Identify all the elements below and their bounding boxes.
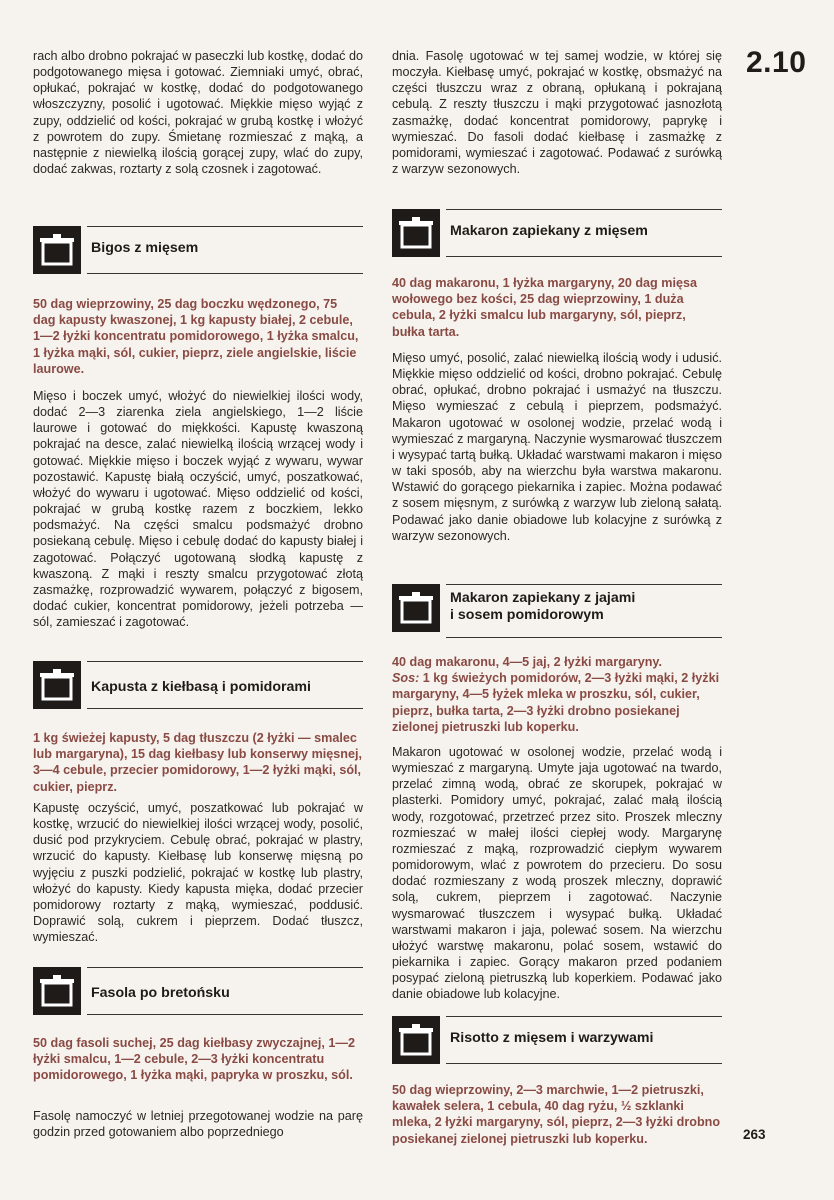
recipe-header [392, 1016, 722, 1064]
recipe-title: Bigos z mięsem [91, 240, 199, 256]
ingredients-list [392, 654, 722, 735]
divider-line [87, 708, 363, 709]
ingredients-list: 50 dag wieprzowiny, 25 dag boczku wędzonego, 75 dag kapusty kwaszonej, 1 kg kapusty białej, 2 cebule, 1—2 łyżki koncentratu pomidorowego, 1 łyżka smalcu, 1 łyżka mąki, sól, cukier, pieprz, ziele angielskie, liście laurowe. [33, 297, 359, 376]
recipe-title: Kapusta z kiełbasą i pomidorami [91, 679, 311, 695]
method-text: Makaron ugotować w osolonej wodzie, przelać wodą i wymieszać z margaryną. Umyte jaja ugotować na twardo, przelać zimną wodą, obrać ze skorupek, pokrajać w plasterki. Pomidory umyć, pokrajać, zalać małą ilością wody, rozgotować, przetrzeć przez sito. Proszek mleczny rozmieszać w małej ilości ciepłej wody. Margarynę rozmieszać z mąką, rozprowadzić ciepłym wywarem pomidorowym, wlać z powrotem do przecieru. Do sosu dodać rozmieszany z wodą proszek mleczny, doprawić solą, cukrem, pieprzem i zagotować. Naczynie wysmarować tłuszczem i wysypać bułką. Układać warstwami makaron i jaja, polewać sosem. Na wierzchu ułożyć warstwę makaronu, polać sosem, wstawić do piekarnika i zapiec. Gorący makaron przed podaniem posypać zieloną pietruszką lub koperkiem. Podawać jako danie obiadowe lub kolacyjne. [392, 745, 722, 1002]
recipe-header [33, 661, 363, 709]
method-text: Fasolę namoczyć w letniej przegotowanej wodzie na parę godzin przed gotowaniem albo poprzedniego [33, 1109, 363, 1140]
recipe-title [450, 590, 718, 624]
recipe-header [33, 967, 363, 1015]
section-number: 2.10 [746, 46, 807, 79]
recipe-title-line: Makaron zapiekany z jajami [450, 590, 636, 606]
method-text: Kapustę oczyścić, umyć, poszatkować lub pokrajać w kostkę, wrzucić do niewielkiej ilości wrzącej wody, posolić, dusić pod przykryciem. Cebulę obrać, pokrajać w plastry, wrzucić do kapusty. Kiełbasę lub konserwę mięsną po wyjęciu z puszki podzielić, pokrajać w kostkę lub plastry, włożyć do kapusty. Kiedy kapusta mięka, dodać przecier pomidorowy roztarty z mąką, wymieszać, poddusić. Doprawić solą, cukrem i pieprzem. Dodać tłuszcz, wymieszać. [33, 801, 363, 945]
recipe-title-line: i sosem pomidorowym [450, 607, 604, 623]
divider-line [87, 273, 363, 274]
divider-line [87, 967, 363, 968]
divider-line [87, 661, 363, 662]
recipe-header [392, 584, 722, 632]
recipe-title: Risotto z mięsem i warzywami [450, 1030, 654, 1046]
divider-line [446, 1063, 722, 1064]
divider-line [446, 209, 722, 210]
ingredients-list: 50 dag wieprzowiny, 2—3 marchwie, 1—2 pietruszki, kawałek selera, 1 cebula, 40 dag ryżu, ½ szklanki mleka, 2 łyżki margaryny, sól, pieprz, 2—3 łyżki drobno posiekanej zielonej pietruszki lub koperku. [392, 1083, 721, 1146]
cooking-pot-icon [33, 967, 81, 1015]
ingredients-list: 1 kg świeżej kapusty, 5 dag tłuszczu (2 łyżki — smalec lub margaryna), 15 dag kiełbasy lub konserwy mięsnej, 3—4 cebule, przecier pomidorowy, 1—2 łyżki mąki, sól, cukier, pieprz. [33, 731, 362, 794]
cooking-pot-icon [33, 661, 81, 709]
divider-line [87, 1014, 363, 1015]
ingredients-main: 40 dag makaronu, 4—5 jaj, 2 łyżki margaryny. [392, 655, 662, 669]
divider-line [446, 1016, 722, 1017]
cooking-pot-icon [392, 209, 440, 257]
recipe-header [33, 226, 363, 274]
page-number: 263 [743, 1127, 766, 1142]
divider-line [446, 584, 722, 585]
recipe-header [392, 209, 722, 257]
recipe-title: Makaron zapiekany z mięsem [450, 223, 648, 239]
method-text: Mięso umyć, posolić, zalać niewielką ilością wody i udusić. Miękkie mięso oddzielić od kości, drobno pokrajać. Cebulę obrać, opłukać, drobno pokrajać i usmażyć na tłuszczu. Mięso wymieszać z cebulą i pieprzem, podsmażyć. Makaron ugotować w osolonej wodzie, przelać wodą i wymieszać z margaryną. Naczynie wysmarować tłuszczem i wysypać tartą bułką. Układać warstwami makaron i mięso w taki sposób, aby na wierzchu była warstwa makaronu. Wstawić do gorącego piekarnika i zapiec. Można podawać z sosem mięsnym, z surówką z warzyw lub zieloną sałatą. Podawać jako danie obiadowe lub kolacyjne z surówką z warzyw sezonowych. [392, 351, 722, 543]
divider-line [446, 637, 722, 638]
intro-text: dnia. Fasolę ugotować w tej samej wodzie, w której się moczyła. Kiełbasę umyć, pokrajać w kostkę, obsmażyć na części tłuszczu wraz z obraną, opłukaną i pokrajaną cebulą. Z reszty tłuszczu i mąki przygotować jasnozłotą zasmażkę, dodać koncentrat pomidorowy, paprykę i wymieszać. Do fasoli dodać kiełbasę i zasmażkę z pomidorami, wymieszać i zagotować. Podawać z surówką z warzyw sezonowych. [392, 49, 722, 177]
ingredients-list: 50 dag fasoli suchej, 25 dag kiełbasy zwyczajnej, 1—2 łyżki smalcu, 1—2 cebule, 2—3 łyżki koncentratu pomidorowego, 1 łyżka mąki, papryka w proszku, sól. [33, 1036, 355, 1083]
ingredients-list: 40 dag makaronu, 1 łyżka margaryny, 20 dag mięsa wołowego bez kości, 25 dag wieprzowiny, 1 duża cebula, 2 łyżki smalcu lub margaryny, sól, pieprz, bułka tarta. [392, 276, 697, 339]
divider-line [446, 256, 722, 257]
divider-line [87, 226, 363, 227]
cooking-pot-icon [392, 1016, 440, 1064]
method-text: Mięso i boczek umyć, włożyć do niewielkiej ilości wody, dodać 2—3 ziarenka ziela angielskiego, 1—2 liście laurowe i gotować do miękkości. Kapustę kwaszoną pokrajać na desce, zalać niewielką ilością wrzącej wody i gotować. Miękkie mięso i boczek wyjąć z wywaru, wywar pozostawić. Kapustę białą oczyścić, umyć, poszatkować, włożyć do wywaru i ugotować. Mięso oddzielić od kości, pokrajać w grubą kostkę razem z boczkiem, lekko podsmażyć. Na części smalcu podsmażyć drobno posiekaną cebulę. Mięso i cebulę dodać do kapusty białej i zagotować. Połączyć ugotowaną słodką kapustę z kwaszoną. Z mąki i reszty smalcu przygotować złotą zasmażkę, rozprowadzić wywarem, połączyć z bigosem, dodać cukier, koncentrat pomidorowy, jeżeli potrzeba — sól, zamieszać i zagotować. [33, 389, 363, 630]
cooking-pot-icon [33, 226, 81, 274]
sauce-label: Sos: [392, 671, 420, 686]
recipe-title: Fasola po bretońsku [91, 985, 230, 1001]
intro-text: rach albo drobno pokrajać w paseczki lub kostkę, dodać do podgotowanego mięsa i gotować. Ziemniaki umyć, obrać, opłukać, pokrajać w kostkę, dodać do podgotowanego włoszczyzny, posolić i ugotować. Miękkie mięso wyjąć z zupy, oddzielić od kości, pokrajać w grubą kostkę i włożyć z powrotem do zupy. Śmietanę rozmieszać z mąką, a następnie z niewielką ilością gorącej zupy, wlać do zupy, dodać zakwas, roztarty z solą czosnek i zagotować. [33, 49, 363, 177]
cooking-pot-icon [392, 584, 440, 632]
sauce-ingredients: 1 kg świeżych pomidorów, 2—3 łyżki mąki, 2 łyżki margaryny, 4—5 łyżek mleka w proszku, sól, cukier, pieprz, bułka tarta, 2—3 łyżki drobno posiekanej zielonej pietruszki lub koperku. [392, 671, 720, 734]
